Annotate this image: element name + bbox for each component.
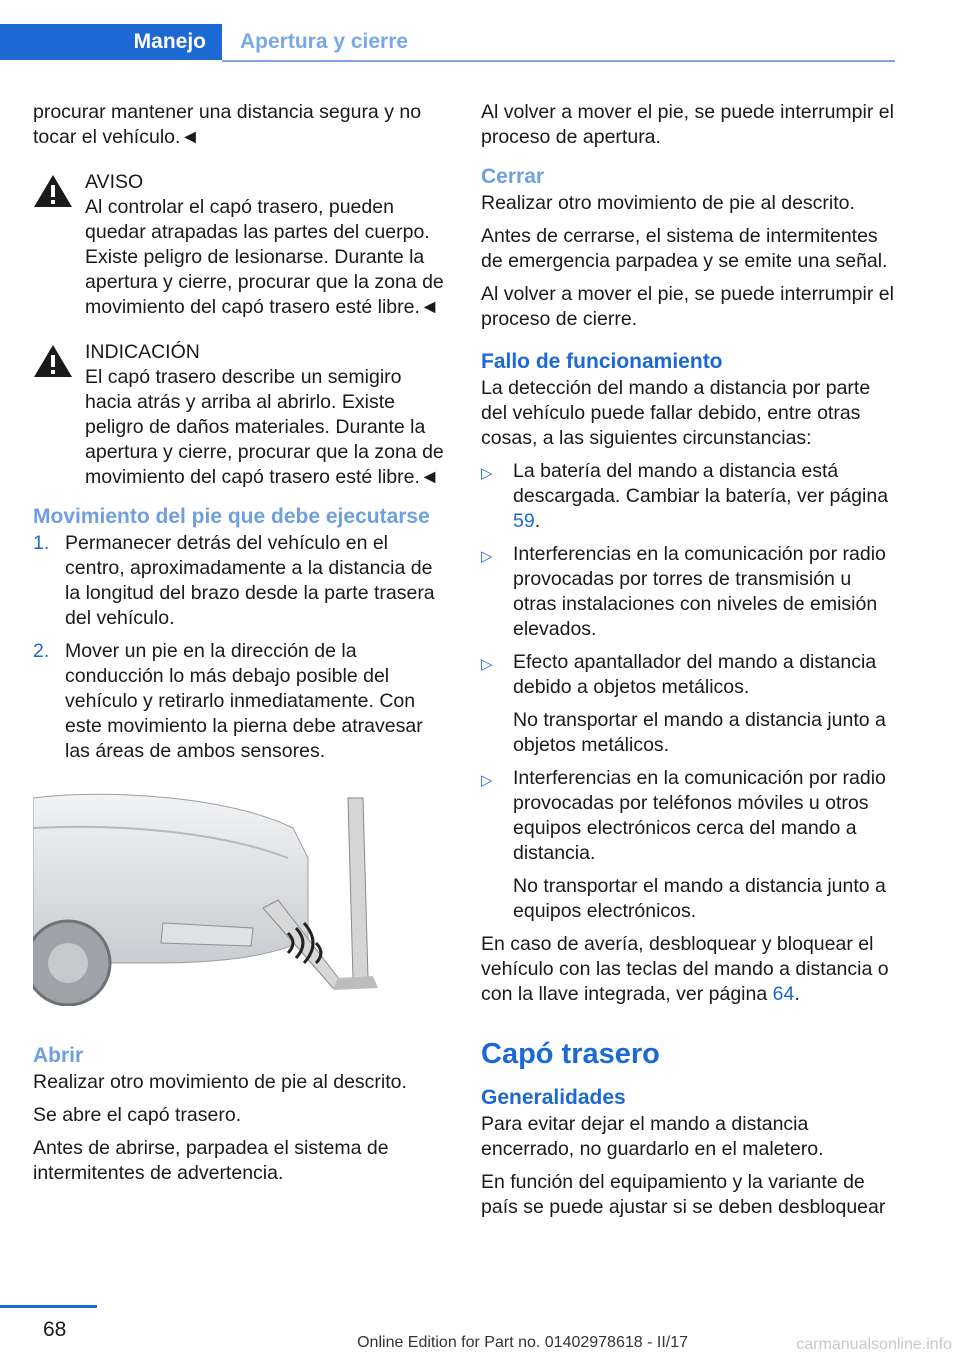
generalidades-heading: Generalidades [481, 1086, 626, 1109]
step-item [33, 639, 448, 764]
aviso-body: Al controlar el capó trasero, pueden quedar atrapadas las partes del cuerpo. Existe peligro de lesionarse. Durante la apertura y cierre, procurar que la zona de movimiento del capó trasero esté libre.◄ [85, 196, 444, 318]
edition-text: Online Edition for Part no. 01402978618 - II/17 [357, 1334, 688, 1351]
page-link[interactable]: 59 [513, 510, 535, 532]
section-tab: Apertura y cierre [240, 30, 409, 53]
steps-list [33, 531, 448, 764]
capo-heading: Capó trasero [481, 1038, 660, 1070]
cerrar-paragraph-1: Realizar otro movimiento de pie al descrito. [481, 192, 855, 214]
fallo-heading: Fallo de funcionamiento [481, 350, 723, 373]
cerrar-paragraph-2: Antes de cerrarse, el sistema de intermitentes de emergencia parpadea y se emite una señal. [481, 225, 888, 272]
averia-paragraph [481, 932, 896, 1007]
list-item-punct: . [534, 510, 541, 532]
abrir-paragraph-1: Realizar otro movimiento de pie al descrito. [33, 1071, 407, 1093]
aviso-title: AVISO [85, 171, 144, 193]
list-item [481, 542, 896, 642]
step-item [33, 531, 448, 631]
abrir-heading: Abrir [33, 1044, 84, 1067]
averia-text: En caso de avería, desbloquear y bloquear el vehículo con las teclas del mando a distancia o con la llave integrada, ver página [481, 933, 889, 1005]
step-text: Mover un pie en la dirección de la conducción lo más debajo posible del vehículo y retirarlo inmediatamente. Con este movimiento la pierna debe atravesar las áreas de ambos sensores. [65, 640, 423, 762]
indicacion-title: INDICACIÓN [85, 341, 200, 363]
intro-paragraph: procurar mantener una distancia segura y no tocar el vehículo.◄ [33, 101, 422, 148]
list-item-note: No transportar el mando a distancia junto a equipos electrónicos. [513, 875, 886, 922]
aviso-warning [33, 170, 448, 320]
averia-punct: . [794, 983, 800, 1005]
triangle-bullet-icon: ▷ [481, 465, 493, 482]
watermark: carmanualsonline.info [796, 1336, 952, 1353]
list-item [481, 766, 896, 924]
cerrar-heading: Cerrar [481, 165, 545, 188]
triangle-bullet-icon: ▷ [481, 548, 493, 565]
list-item-text: Interferencias en la comunicación por radio provocadas por torres de transmisión u otras instalaciones con niveles de emisión elevados. [513, 543, 886, 640]
step-text: Permanecer detrás del vehículo en el centro, aproximadamente a la distancia de la longitud del brazo desde la parte trasera del vehículo. [65, 532, 435, 629]
causes-list [481, 459, 896, 924]
list-item-text: La batería del mando a distancia está descargada. Cambiar la batería, ver página [513, 460, 889, 507]
page-link[interactable]: 64 [772, 983, 795, 1005]
indicacion-body: El capó trasero describe un semigiro hacia atrás y arriba al abrirlo. Existe peligro de daños materiales. Durante la apertura y cierre, procurar que la zona de movimiento del capó trasero esté libre.◄ [85, 366, 444, 488]
movimiento-heading: Movimiento del pie que debe ejecutarse [33, 505, 430, 528]
warning-triangle-icon [33, 174, 73, 208]
chapter-tab: Manejo [0, 24, 222, 60]
page-number: 68 [43, 1318, 67, 1341]
generalidades-paragraph-1: Para evitar dejar el mando a distancia encerrado, no guardarlo en el maletero. [481, 1113, 824, 1160]
triangle-bullet-icon: ▷ [481, 772, 493, 789]
list-item [481, 459, 896, 534]
header-rule [222, 60, 895, 62]
list-item-text: Interferencias en la comunicación por radio provocadas por teléfonos móviles u otros equipos electrónicos cerca del mando a distancia. [513, 767, 886, 864]
list-item-note: No transportar el mando a distancia junto a objetos metálicos. [513, 709, 886, 756]
list-item [481, 650, 896, 758]
step-number: 1. [33, 532, 50, 554]
indicacion-warning [33, 340, 448, 490]
warning-triangle-icon [33, 344, 73, 378]
page-header [0, 24, 895, 62]
abrir-paragraph-2: Se abre el capó trasero. [33, 1104, 242, 1126]
triangle-bullet-icon: ▷ [481, 656, 493, 673]
right-column [481, 100, 896, 1228]
left-column [33, 100, 448, 1194]
fallo-paragraph: La detección del mando a distancia por parte del vehículo puede fallar debido, entre otras cosas, a las siguientes circunstancias: [481, 377, 871, 449]
generalidades-paragraph-2: En función del equipamiento y la variante de país se puede ajustar si se deben desbloquear [481, 1171, 886, 1218]
abrir-paragraph-3: Antes de abrirse, parpadea el sistema de intermitentes de advertencia. [33, 1137, 389, 1184]
foot-gesture-illustration [33, 788, 388, 1006]
right-intro: Al volver a mover el pie, se puede interrumpir el proceso de apertura. [481, 101, 894, 148]
cerrar-paragraph-3: Al volver a mover el pie, se puede interrumpir el proceso de cierre. [481, 283, 894, 330]
footer-rule [0, 1305, 97, 1308]
step-number: 2. [33, 640, 50, 662]
list-item-text: Efecto apantallador del mando a distancia debido a objetos metálicos. [513, 651, 877, 698]
